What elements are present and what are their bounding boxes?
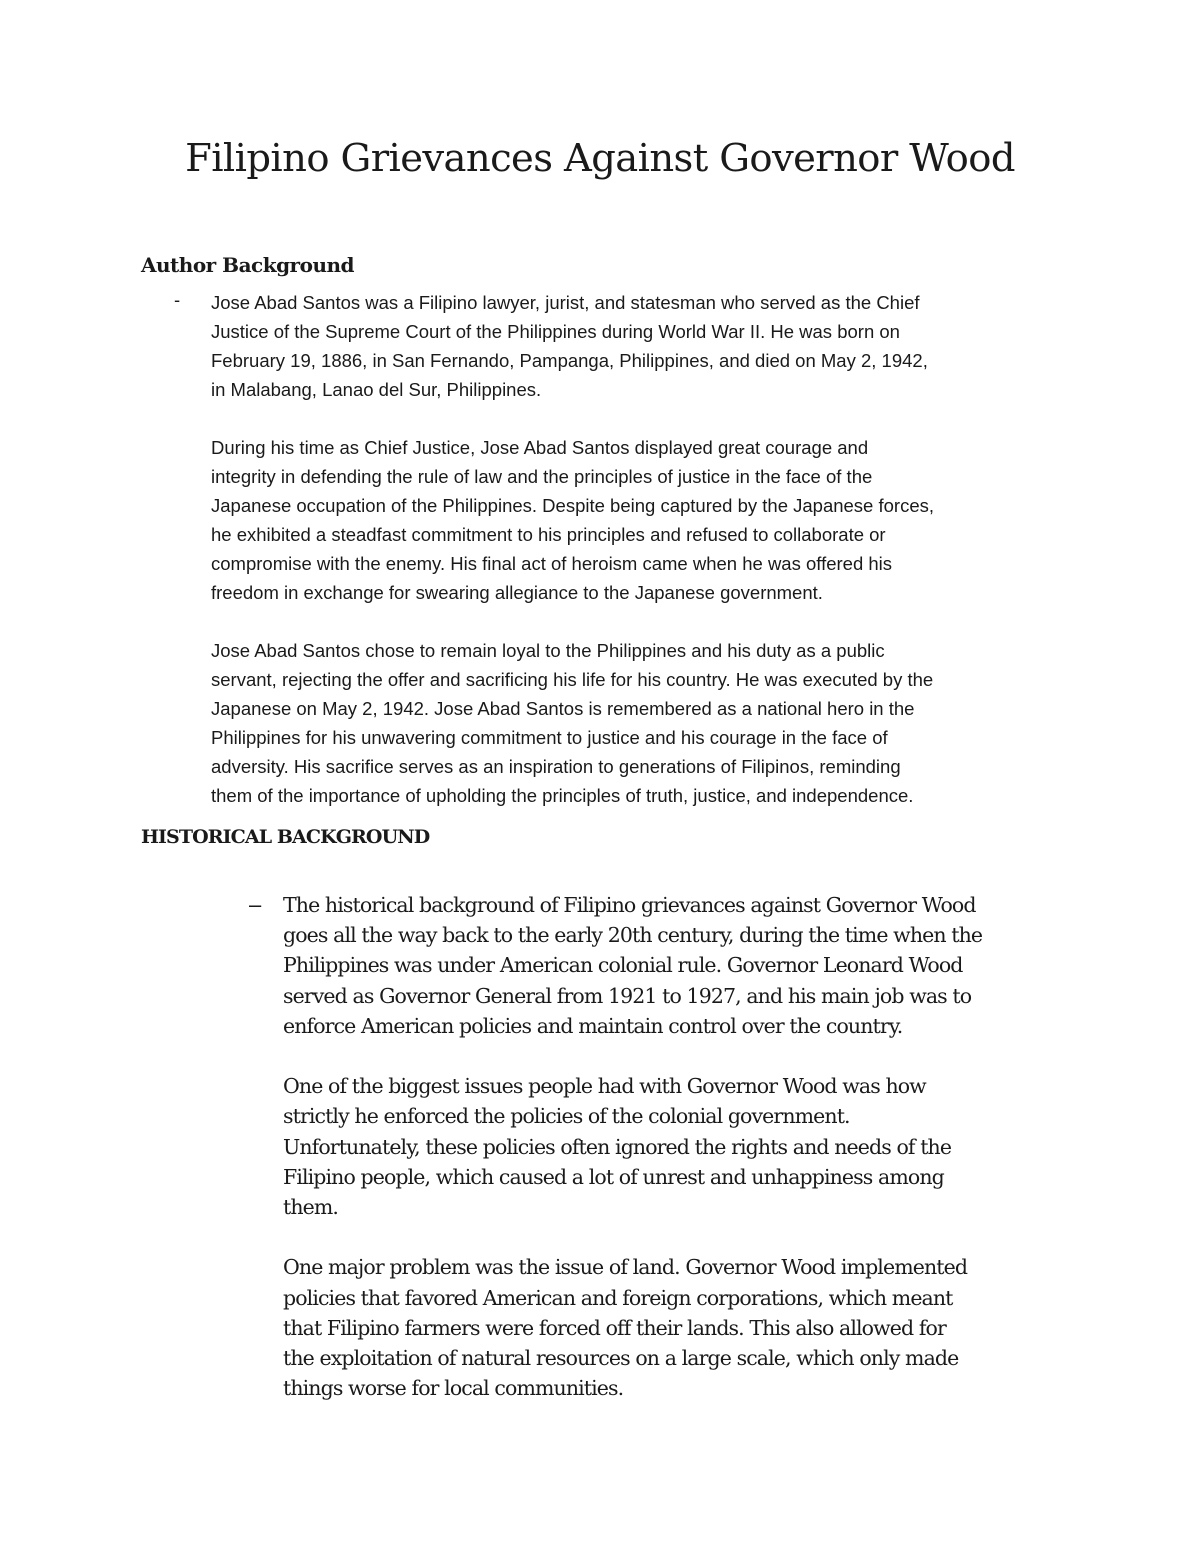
document-title: Filipino Grievances Against Governor Wood (185, 136, 1015, 181)
historical-background-text (283, 890, 1143, 1403)
author-paragraph: During his time as Chief Justice, Jose Abad Santos displayed great courage and integrity in defending the rule of law and the principles of justice in the face of the Japanese occupation of the Philippines. Despite being captured by the Japanese forces, he exhibited a steadfast commitment to his principles and refused to collaborate or compromise with the enemy. His final act of heroism came when he was offered his freedom in exchange for swearing allegiance to the Japanese government. (211, 437, 935, 603)
author-paragraph: Jose Abad Santos chose to remain loyal to the Philippines and his duty as a public servant, rejecting the offer and sacrificing his life for his country. He was executed by the Japanese on May 2, 1942. Jose Abad Santos is remembered as a national hero in the Philippines for his unwavering commitment to justice and his courage in the face of adversity. His sacrifice serves as an inspiration to generations of Filipinos, reminding them of the importance of upholding the principles of truth, justice, and independence. (211, 640, 934, 806)
historical-paragraph: One of the biggest issues people had with Governor Wood was how strictly he enforced the policies of the colonial government. Unfortunately, these policies often ignored the rights and needs of the Filipino people, which caused a lot of unrest and unhappiness among them. (283, 1074, 952, 1220)
author-background-bullet: - (174, 289, 181, 310)
author-background-text (211, 288, 1111, 810)
historical-background-heading: HISTORICAL BACKGROUND (141, 826, 430, 848)
author-paragraph: Jose Abad Santos was a Filipino lawyer, jurist, and statesman who served as the Chief Justice of the Supreme Court of the Philippines during World War II. He was born on February 19, 1886, in San Fernando, Pampanga, Philippines, and died on May 2, 1942, in Malabang, Lanao del Sur, Philippines. (211, 292, 928, 400)
author-background-heading: Author Background (141, 253, 355, 277)
historical-paragraph: The historical background of Filipino grievances against Governor Wood goes all the way back to the early 20th century, during the time when the Philippines was under American colonial rule. Governor Leonard Wood served as Governor General from 1921 to 1927, and his main job was to enforce American policies and maintain control over the country. (283, 893, 983, 1038)
historical-background-bullet: – (249, 892, 262, 917)
historical-paragraph: One major problem was the issue of land. Governor Wood implemented policies that favored American and foreign corporations, which meant that Filipino farmers were forced off their lands. This also allowed for the exploitation of natural resources on a large scale, which only made things worse for local communities. (283, 1255, 968, 1401)
